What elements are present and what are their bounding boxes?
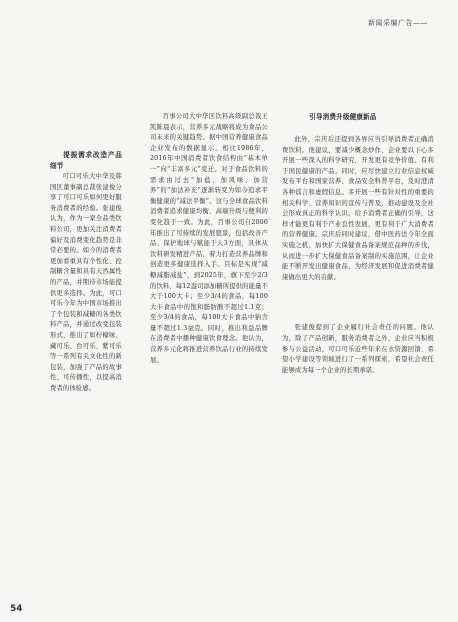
section-tag: 新闻采编广告—— (368, 19, 428, 27)
paragraph: 张建俊提到了企业履行社会责任的问题。他认为，除了产品创新，服务消费者之外，企业应当积极参与公益活动，可口可乐近些年来在水资源回馈、希望小学建设等领域进行了一系列探索，希望社会责任能够成为每一个企业的长期承诺。 (282, 324, 434, 374)
article-column-3 (282, 112, 434, 376)
page-number: 54 (10, 604, 23, 614)
section-heading: 引导消费升级健康新品 (309, 113, 377, 121)
paragraph: 百事公司大中华区饮料高级副总裁王凯陈晨表示，营养多元战略将成为食品公司未来的关键趋势。据中国营养健康食品企业发布的数据显示，相比1986年，2016年中国消费者饮食结构由“基本单一”向“丰富多元”变迁。对于食品饮料的需求由过去“加盐、加风味、加营养”的“加法补充”逐渐转变为如今追求平衡健康的“减法平衡”。这与全球食品饮料消费者追求健康均衡、高端升级与便利的变化趋于一致。为此，百事公司自2006年推出了可持续的发展愿景，包括改善产品、保护地球与赋能于人3方面，具体从饮料研发精进产品，着力打造营养品牌和创造更多健康选择入手。目标是实现“减糖减脂减盐”，到2025年，旗下至少2/3的饮料，每12盎司添加糖所提供的能量不大于100大卡；至少3/4的食品，每100大卡食品中的饱和脂肪酸不超过1.1克；至少3/4的食品，每100大卡食品中钠含量不超过1.3毫克。同时，推出利益品牌在消费者中播种健康饮食理念。他认为，营养多元化将推进营养饮品行业的持续发展。 (150, 113, 268, 364)
article-column-2 (150, 112, 268, 366)
section-heading: 提振需求改造产品细节 (50, 151, 122, 170)
paragraph: 可口可乐大中华及韩国区董事副总裁张建俊分享了可口可乐如何更好服务消费者的经验。张建俊认为，作为一家全品类饮料公司，更加关注消费者偏好及消费变化趋势是非常必要的。如今的消费者更加看重具有个性化、控制糖含量和具有天然属性的产品，并期待市场能提供更多选择。为此，可口可乐今年为中国市场推出了个包装和减糖的各类饮料产品，并通过改变包装形式，推出了如柠檬味、藏可乐、台可乐、紫可乐等一系列有关文化性的新包装，加强了产品的故事性、可传播性，以提高消费者的体验感。 (50, 173, 122, 392)
article-column-1 (50, 150, 122, 394)
paragraph: 此外，宗庆后还提到各界应当引导消费者正确消费饮料。他建议，要减少概念炒作、企业要以下心多开展一些深入的科学研究，开发更有竞争价值、有利于国民健康的产品。同时，应尽快建立行业信息权威发布平台和国家营养、食品安全科普平台，及时澄清各种谣言和虚假信息。多开展一些有针对性的重要的相关科学、营养知识的宣传与普及，推动建设及全社会形成真正的科学认识，给予消费者正确的引导，这样才能更有利于产业良性发展，更有利于广大消费者的营养健康。宗庆后同时建议，借中医药法今年全面实施之机，加快扩大保健食品备案规范品种的步伐，从而进一步扩大保健食品备案制的实施范围，让企业能不断开发出健康食品，为经济发展和促进消费者健康做出更大的贡献。 (282, 136, 434, 281)
